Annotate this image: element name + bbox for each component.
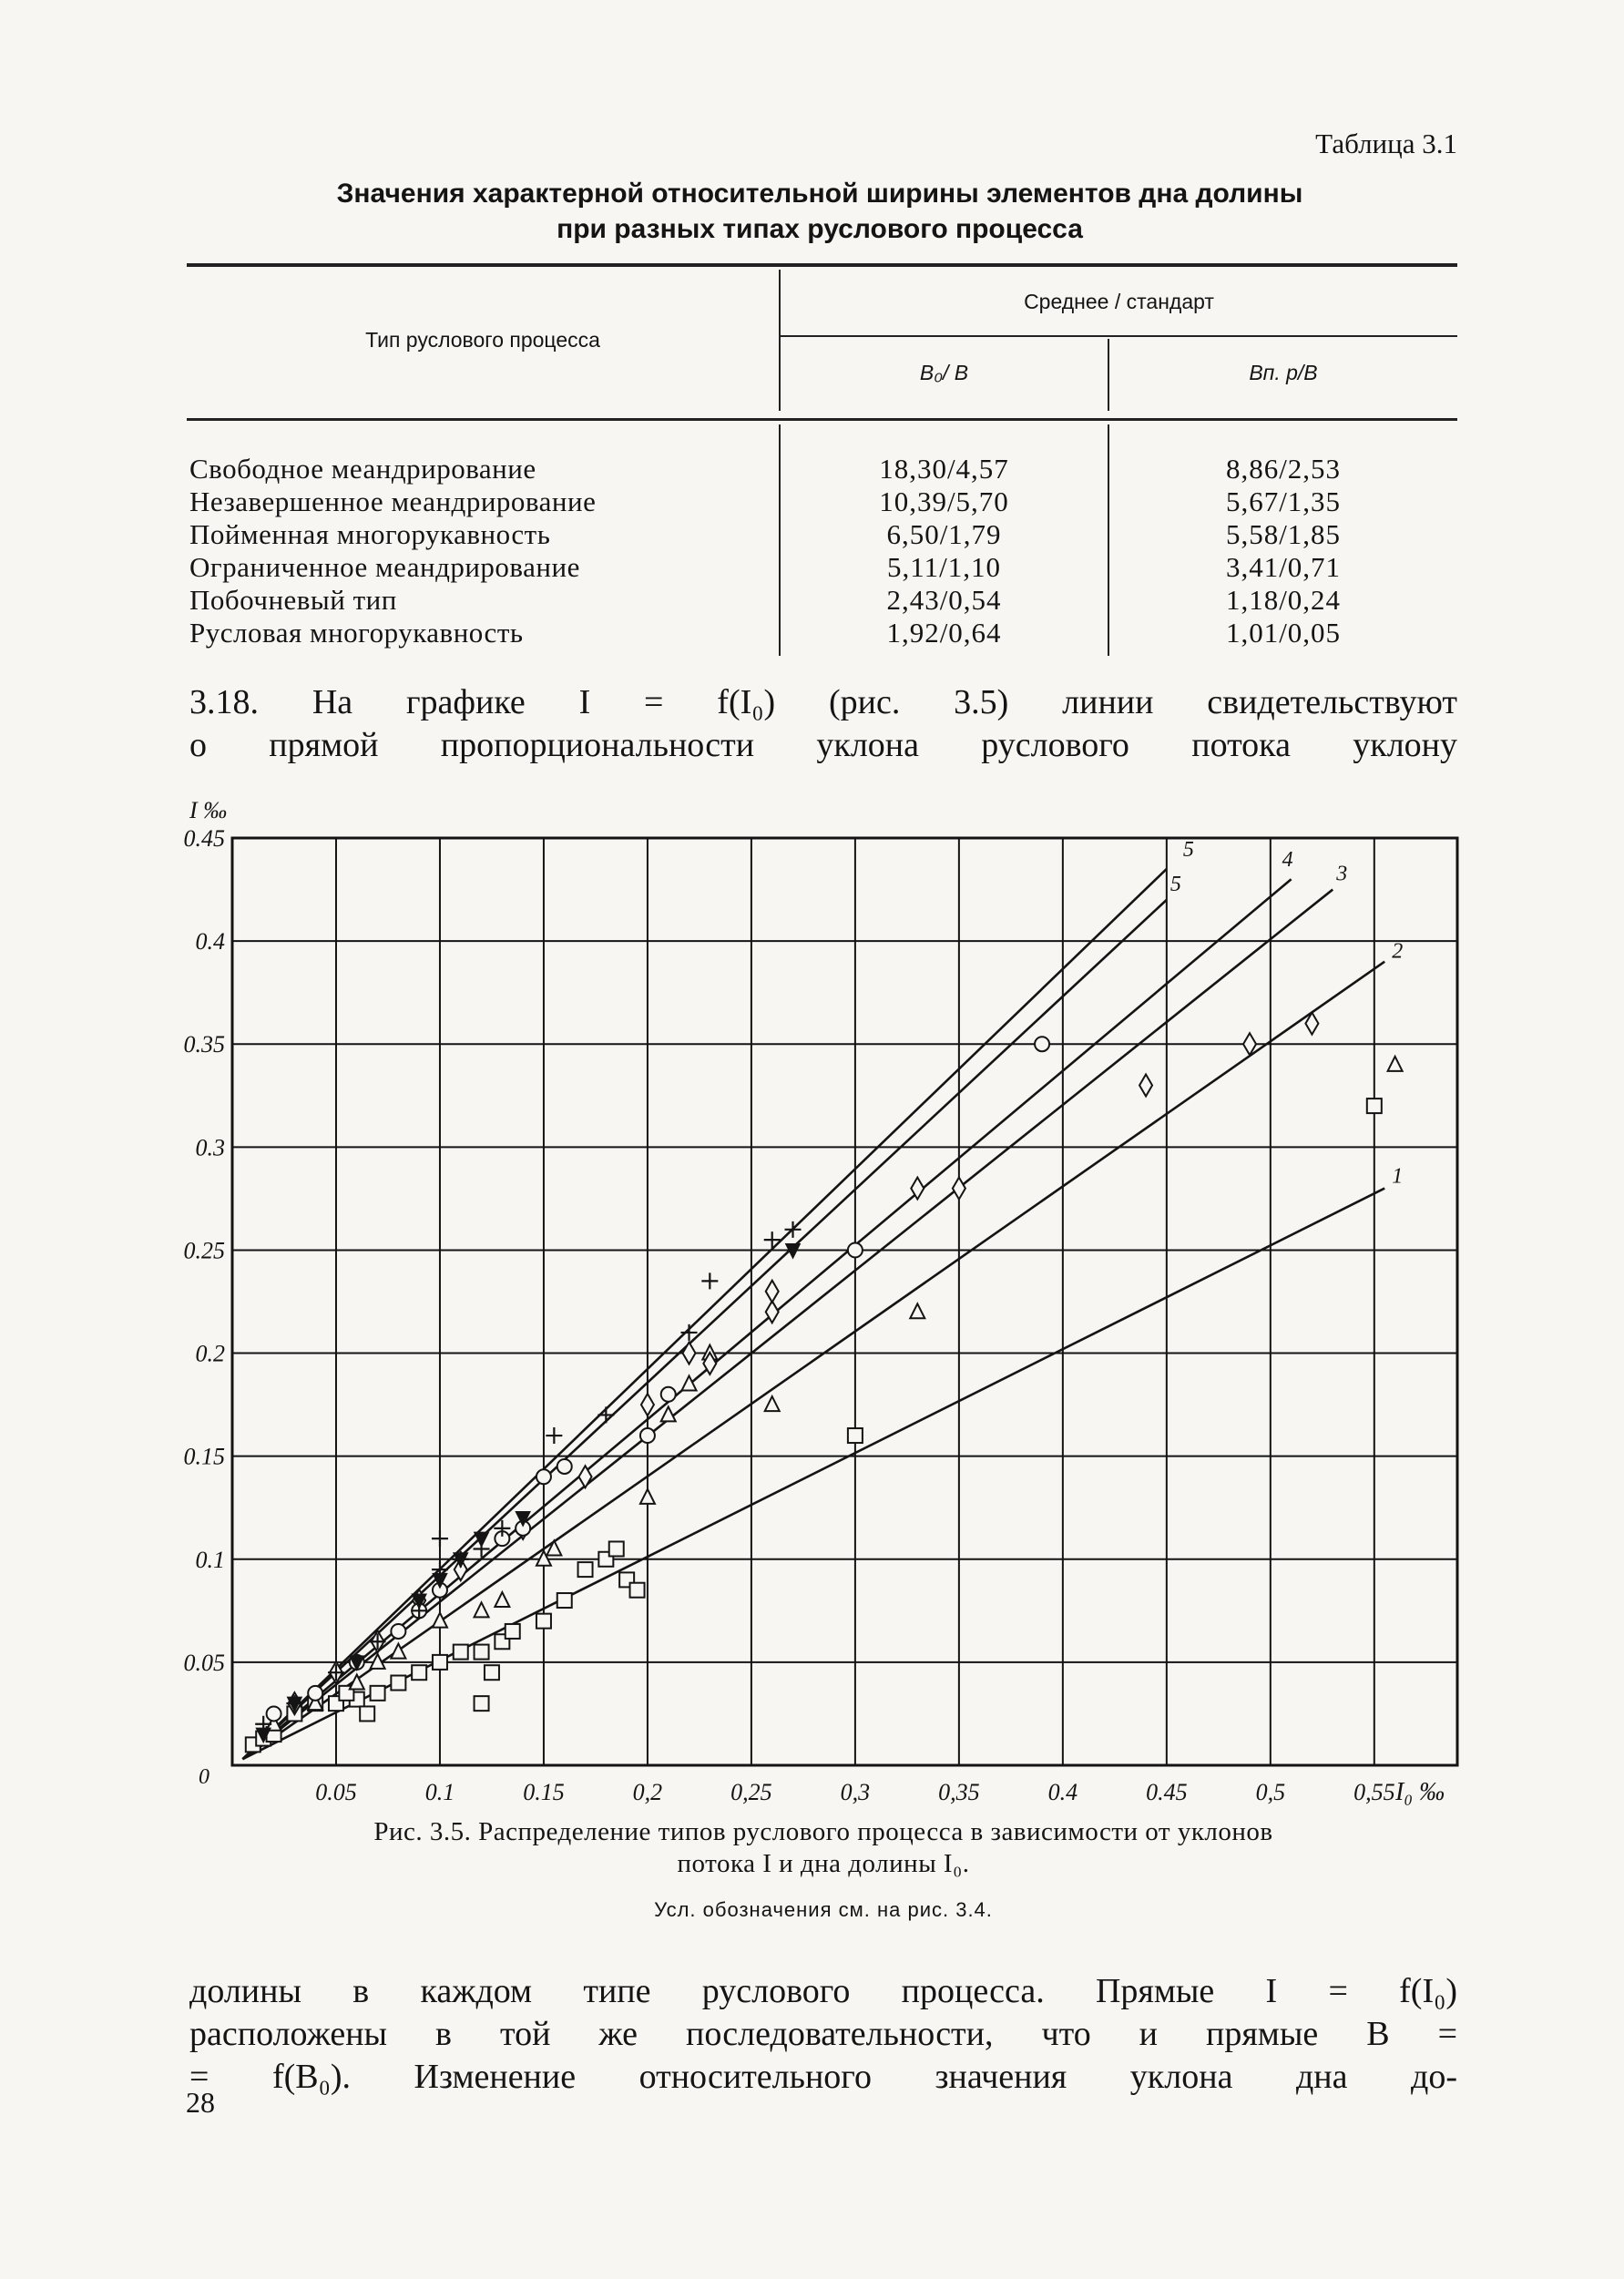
figure-caption-note: Усл. обозначения см. на рис. 3.4. <box>654 1898 993 1921</box>
data-point-diamond <box>766 1281 779 1303</box>
x-tick-label: 0,5 <box>1255 1779 1286 1805</box>
data-point-triangle <box>1388 1057 1403 1071</box>
table-header-group: Среднее / стандарт <box>1024 290 1214 313</box>
x-tick-label: 0,35 <box>938 1779 980 1805</box>
table-cell-bpr: 1,18/0,24 <box>1225 584 1342 616</box>
regression-line-label: 3 <box>1336 862 1348 886</box>
page-number: 28 <box>186 2086 215 2119</box>
table-cell-bpr: 8,86/2,53 <box>1225 453 1342 485</box>
regression-line <box>242 900 1166 1759</box>
data-point-triangle <box>495 1592 509 1607</box>
data-point-plus <box>701 1272 718 1289</box>
table-row-type: Побочневый тип <box>189 584 397 616</box>
data-point-triangle <box>475 1602 489 1617</box>
data-point-plus <box>764 1231 781 1248</box>
table-cell-b0: 2,43/0,54 <box>886 584 1002 616</box>
data-point-filled-triangle <box>475 1532 489 1547</box>
data-point-square <box>433 1655 447 1670</box>
data-point-square <box>412 1665 426 1680</box>
table-row-type: Ограниченное меандрирование <box>189 551 580 583</box>
x-tick-label: 0.4 <box>1047 1779 1078 1805</box>
table-title-line-2: при разных типах руслового процесса <box>557 214 1083 244</box>
table-cell-bpr: 5,58/1,85 <box>1225 518 1342 550</box>
regression-line-label: 2 <box>1392 939 1404 964</box>
x-tick-label: 0.45 <box>1146 1779 1188 1805</box>
data-point-square <box>578 1562 593 1577</box>
data-point-square <box>475 1696 489 1711</box>
data-point-square <box>630 1583 645 1598</box>
data-point-diamond <box>1139 1074 1152 1096</box>
body-paragraph-2: долины в каждом типе руслового процесса. Прямые I = f(I₀) расположены в той же последовательности, что и прямые B = = f(B₀). Изменение относительного значения уклона дна до- <box>189 1972 1457 2096</box>
body-paragraph-1: 3.18. На графике I = f(I₀) (рис. 3.5) линии свидетельствуют о прямой пропорциональности уклона руслового потока уклону <box>189 683 1457 764</box>
data-point-circle <box>557 1459 572 1474</box>
table-cell-b0: 5,11/1,10 <box>887 551 1001 583</box>
table-row-type: Русловая многорукавность <box>189 617 524 649</box>
x-tick-label: 0.1 <box>424 1779 455 1805</box>
x-tick-label: 0,55 <box>1353 1779 1395 1805</box>
data-point-circle <box>536 1469 551 1484</box>
data-point-plus <box>598 1406 614 1423</box>
data-point-square <box>557 1593 572 1608</box>
y-tick-label: 0.35 <box>183 1031 225 1058</box>
y-tick-label: 0.4 <box>195 928 225 956</box>
data-point-square <box>1367 1099 1382 1113</box>
y-tick-label: 0.05 <box>183 1649 225 1676</box>
y-tick-label: 0.15 <box>183 1443 225 1470</box>
data-point-square <box>475 1645 489 1660</box>
data-point-circle <box>308 1686 322 1701</box>
data-point-diamond <box>641 1394 654 1415</box>
table-cell-b0: 18,30/4,57 <box>879 453 1009 485</box>
data-point-square <box>536 1614 551 1629</box>
data-point-triangle <box>433 1613 447 1628</box>
table-title-line-1: Значения характерной относительной ширины элементов дна долины <box>336 179 1303 209</box>
table-cell-b0: 10,39/5,70 <box>879 485 1009 517</box>
data-point-square <box>609 1541 624 1556</box>
data-point-square <box>371 1686 385 1701</box>
regression-line <box>242 869 1166 1759</box>
table-cell-bpr: 1,01/0,05 <box>1225 617 1342 649</box>
x-tick-label: 0,2 <box>632 1779 663 1805</box>
y-tick-label: 0.2 <box>195 1340 225 1367</box>
table-cell-b0: 6,50/1,79 <box>886 518 1002 550</box>
figure-caption-line-2: потока I и дна долины I₀. <box>677 1849 970 1878</box>
data-point-circle <box>1035 1037 1049 1051</box>
table-header-bpr: Bп. р/B <box>1249 361 1318 384</box>
regression-line-label: 4 <box>1282 848 1293 873</box>
data-point-circle <box>267 1706 281 1721</box>
data-point-diamond <box>953 1178 965 1200</box>
table-cell-bpr: 3,41/0,71 <box>1225 551 1342 583</box>
table-row-type: Свободное меандрирование <box>189 453 536 485</box>
data-point-triangle <box>765 1396 780 1411</box>
x-tick-label: 0.05 <box>315 1779 357 1805</box>
data-point-circle <box>640 1428 655 1443</box>
y-tick-label: 0.45 <box>183 825 225 852</box>
regression-line <box>242 890 1333 1760</box>
data-point-triangle <box>682 1375 697 1390</box>
table-row-type: Незавершенное меандрирование <box>189 485 597 517</box>
table-cell-b0: 1,92/0,64 <box>886 617 1002 649</box>
y-tick-label: 0.1 <box>195 1546 225 1573</box>
regression-line-label: 5 <box>1182 837 1194 862</box>
y-tick-label: 0.25 <box>183 1237 225 1264</box>
data-point-square <box>485 1665 499 1680</box>
data-point-circle <box>391 1624 405 1639</box>
data-point-diamond <box>683 1343 696 1364</box>
y-axis-label: I ‰ <box>189 797 228 823</box>
regression-line-label: 1 <box>1392 1164 1404 1189</box>
data-point-triangle <box>546 1540 561 1555</box>
table-header-type: Тип руслового процесса <box>365 328 600 352</box>
x-axis-label: I₀ ‰ <box>1395 1778 1445 1806</box>
data-point-square <box>454 1645 468 1660</box>
regression-line-label: 5 <box>1169 872 1181 896</box>
x-tick-label: 0.15 <box>523 1779 565 1805</box>
data-point-circle <box>848 1242 863 1257</box>
data-point-plus <box>432 1530 448 1547</box>
data-point-square <box>391 1676 405 1691</box>
figure-caption-line-1: Рис. 3.5. Распределение типов руслового процесса в зависимости от уклонов <box>373 1817 1273 1846</box>
plot-frame <box>232 838 1457 1765</box>
table-label: Таблица 3.1 <box>1315 128 1457 159</box>
data-point-triangle <box>910 1303 924 1318</box>
data-point-square <box>506 1624 520 1639</box>
x-tick-label: 0,25 <box>730 1779 772 1805</box>
data-point-plus <box>546 1427 562 1444</box>
data-point-triangle <box>640 1489 655 1504</box>
table-row-type: Пойменная многорукавность <box>189 518 551 550</box>
origin-label: 0 <box>199 1765 209 1789</box>
table-header-b0: B₀/ B <box>919 361 969 384</box>
table-cell-bpr: 5,67/1,35 <box>1225 485 1342 517</box>
regression-line <box>242 962 1384 1759</box>
x-tick-label: 0,3 <box>840 1779 871 1805</box>
figure-caption <box>189 1816 1457 1880</box>
data-point-circle <box>661 1387 676 1402</box>
y-tick-label: 0.3 <box>195 1134 225 1161</box>
data-point-square <box>360 1706 374 1721</box>
data-point-square <box>848 1428 863 1443</box>
